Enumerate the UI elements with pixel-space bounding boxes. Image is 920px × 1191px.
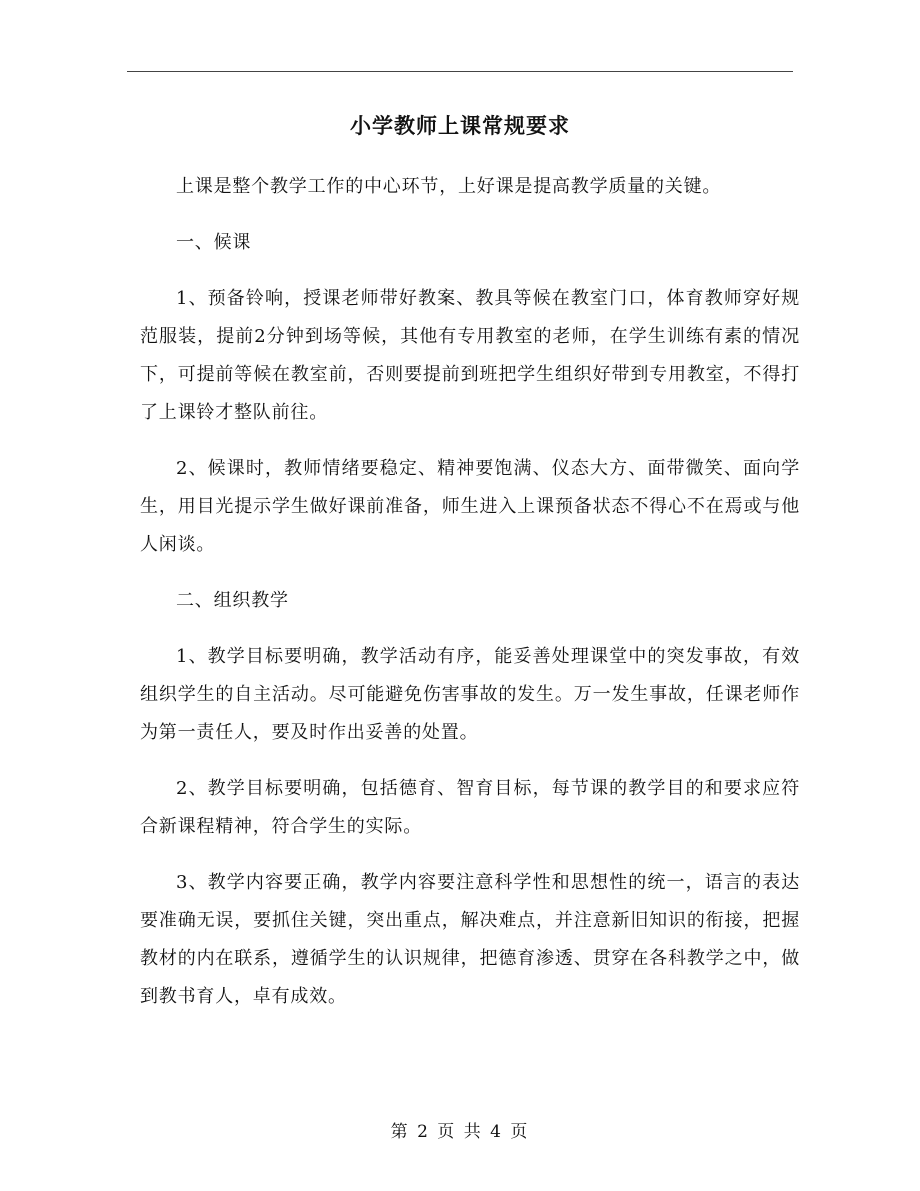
paragraph-waiting-1: 1、预备铃响，授课老师带好教案、教具等候在教室门口，体育教师穿好规范服装，提前2分钟到场等候，其他有专用教室的老师，在学生训练有素的情况下，可提前等候在教室前，否则要提前到班把学生组织好带到专用教室，不得打了上课铃才整队前往。 (140, 288, 800, 423)
page-number-footer: 第 2 页 共 4 页 (390, 1122, 530, 1142)
section-heading-waiting: 一、候课 (176, 232, 252, 253)
document-body (140, 168, 800, 1034)
paragraph-organization-1: 1、教学目标要明确，教学活动有序，能妥善处理课堂中的突发事故，有效组织学生的自主活动。尽可能避免伤害事故的发生。万一发生事故，任课老师作为第一责任人，要及时作出妥善的处置。 (140, 646, 800, 743)
document-title: 小学教师上课常规要求 (350, 113, 570, 138)
header-rule (127, 71, 793, 72)
section-heading-organization: 二、组织教学 (176, 590, 289, 611)
paragraph-waiting-2: 2、候课时，教师情绪要稳定、精神要饱满、仪态大方、面带微笑、面向学生，用目光提示学生做好课前准备，师生进入上课预备状态不得心不在焉或与他人闲谈。 (140, 458, 800, 555)
paragraph-organization-3: 3、教学内容要正确，教学内容要注意科学性和思想性的统一，语言的表达要准确无误，要抓住关键，突出重点，解决难点，并注意新旧知识的衔接，把握教材的内在联系，遵循学生的认识规律，把德育渗透、贯穿在各科教学之中，做到教书育人，卓有成效。 (140, 872, 800, 1007)
intro-paragraph: 上课是整个教学工作的中心环节，上好课是提高教学质量的关键。 (176, 176, 722, 197)
paragraph-organization-2: 2、教学目标要明确，包括德育、智育目标，每节课的教学目的和要求应符合新课程精神，符合学生的实际。 (140, 778, 800, 837)
